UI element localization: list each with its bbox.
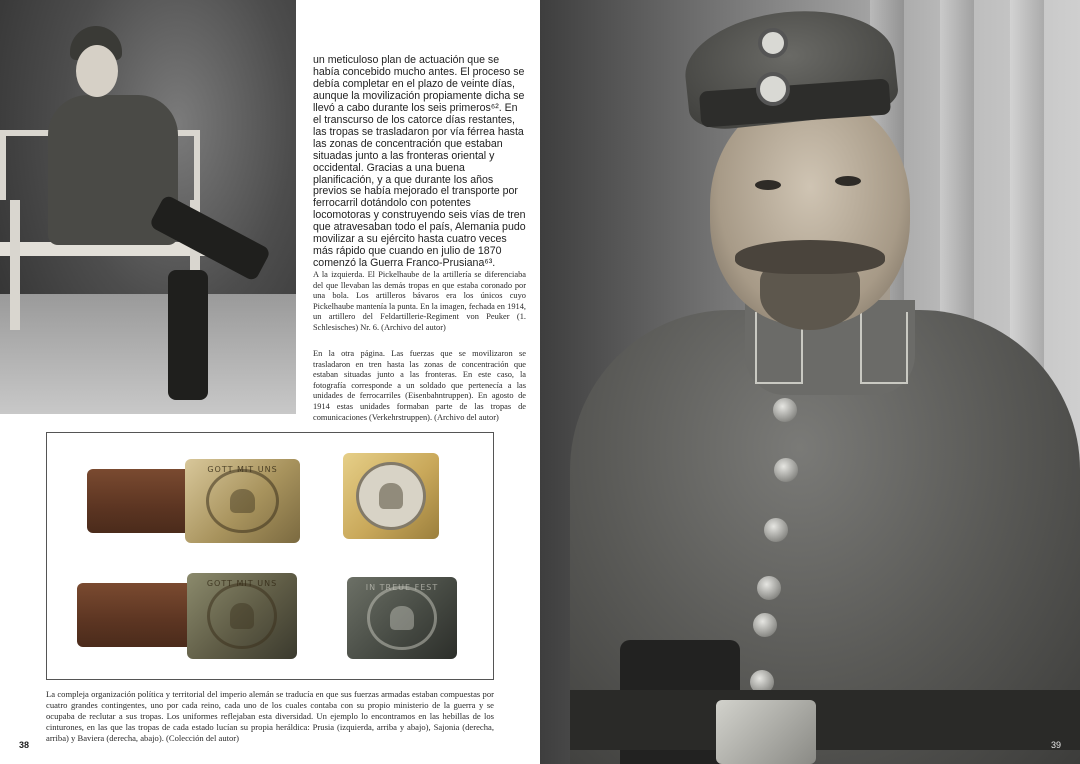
crown-emblem <box>230 603 254 628</box>
soldier-face <box>76 45 118 97</box>
crown-emblem <box>390 606 414 630</box>
buckle-motto: IN TREUE FEST <box>365 583 439 592</box>
tunic-button <box>774 458 798 482</box>
cap-cockade-icon <box>756 72 790 106</box>
collar-braid <box>860 312 908 384</box>
tunic-button <box>773 398 797 422</box>
cap-cockade-icon <box>758 28 788 58</box>
crown-emblem <box>379 483 403 509</box>
page-number-right: 39 <box>1050 740 1061 750</box>
tunic-button <box>764 518 788 542</box>
buckle-ring <box>207 583 277 649</box>
railway-soldier-portrait <box>540 0 1080 764</box>
leather-belt <box>570 690 1080 750</box>
main-body-text: un meticuloso plan de actuación que se había concebido mucho antes. El proceso se debía completar en el plazo de veinte días, aunque la movilización propiamente dicha se llevó a cabo durante los seis primeros⁶². En el transcurso de los catorce días restantes, las tropas se trasladaron por vía férrea hasta las zonas de concentración que estaban situadas junto a las fronteras oriental y occidental. Gracias a una buena planificación, y a que durante los años previos se había mejorado el transporte por ferrocarril dotándolo con potentes locomotoras y construyendo seis vías de tren que atravesaban todo el país, Alemania pudo movilizar a su ejército hasta cuatro veces más rápido que cuando en julio de 1870 comenzó la Guerra Franco-Prusiana⁶³. <box>313 54 526 270</box>
caption-left-photo: A la izquierda. El Pickelhaube de la artillería se diferenciaba del que llevaban las demás tropas en que estaba coronado por una bola. Los artilleros bávaros era los únicos cuyo Pickelhaube mantenía la punta. En la imagen, fechada en 1914, un artillero del Feldartillerie-Regiment von Peuker (1. Schlesisches) Nr. 6. (Archivo del autor) <box>313 270 526 332</box>
soldier-eye <box>835 176 861 186</box>
buckle-plate <box>343 453 439 539</box>
buckle-motto: GOTT MIT UNS <box>207 465 278 474</box>
artilleryman-seated-photo <box>0 0 296 414</box>
photo-floor <box>0 294 296 414</box>
right-page <box>540 0 1080 764</box>
buckle-motto: GOTT MIT UNS <box>206 579 278 588</box>
buckle-ring <box>367 586 437 649</box>
buckle-plate <box>347 577 457 659</box>
belt-buckle <box>716 700 816 764</box>
buckle-plate <box>185 459 300 543</box>
caption-buckles: La compleja organización política y territorial del imperio alemán se traducía en que sus fuerzas armadas estaban compuestas por cuatro grandes contingentes, uno por cada reino, cada uno de los cuales contaba con su propio ministerio de la guerra y se ocupaba de reclutar a sus tropas. Los uniformes reflejaban esta diversidad. Un ejemplo lo encontramos en las hebillas de los cinturones, en las que las tropas de cada estado lucían su propia heráldica: Prusia (izquierda, arriba y abajo), Sajonia (derecha, arriba) y Baviera (derecha, abajo). (Colección del autor) <box>46 689 494 743</box>
soldier-eye <box>755 180 781 190</box>
tunic-button <box>757 576 781 600</box>
belt-buckles-photo <box>46 432 494 680</box>
buckle-ring <box>206 469 279 534</box>
soldier-boot <box>168 270 208 400</box>
crown-emblem <box>230 489 255 514</box>
bench-leg <box>10 200 20 330</box>
buckle-ring <box>356 462 425 530</box>
caption-other-page: En la otra página. Las fuerzas que se movilizaron se trasladaron en tren hasta las zonas de concentración que estaban situadas junto a las fronteras. En este caso, la fotografía corresponde a un soldado que pertenecía a las unidades de ferrocarriles (Eisenbahntruppen). En agosto de 1914 estas unidades formaban parte de las tropas de comunicaciones (Verkehrstruppen). (Archivo del autor) <box>313 349 526 422</box>
soldier-moustache <box>735 240 885 274</box>
buckle-plate <box>187 573 297 659</box>
page-number-left: 38 <box>19 740 30 750</box>
tunic-button <box>753 613 777 637</box>
